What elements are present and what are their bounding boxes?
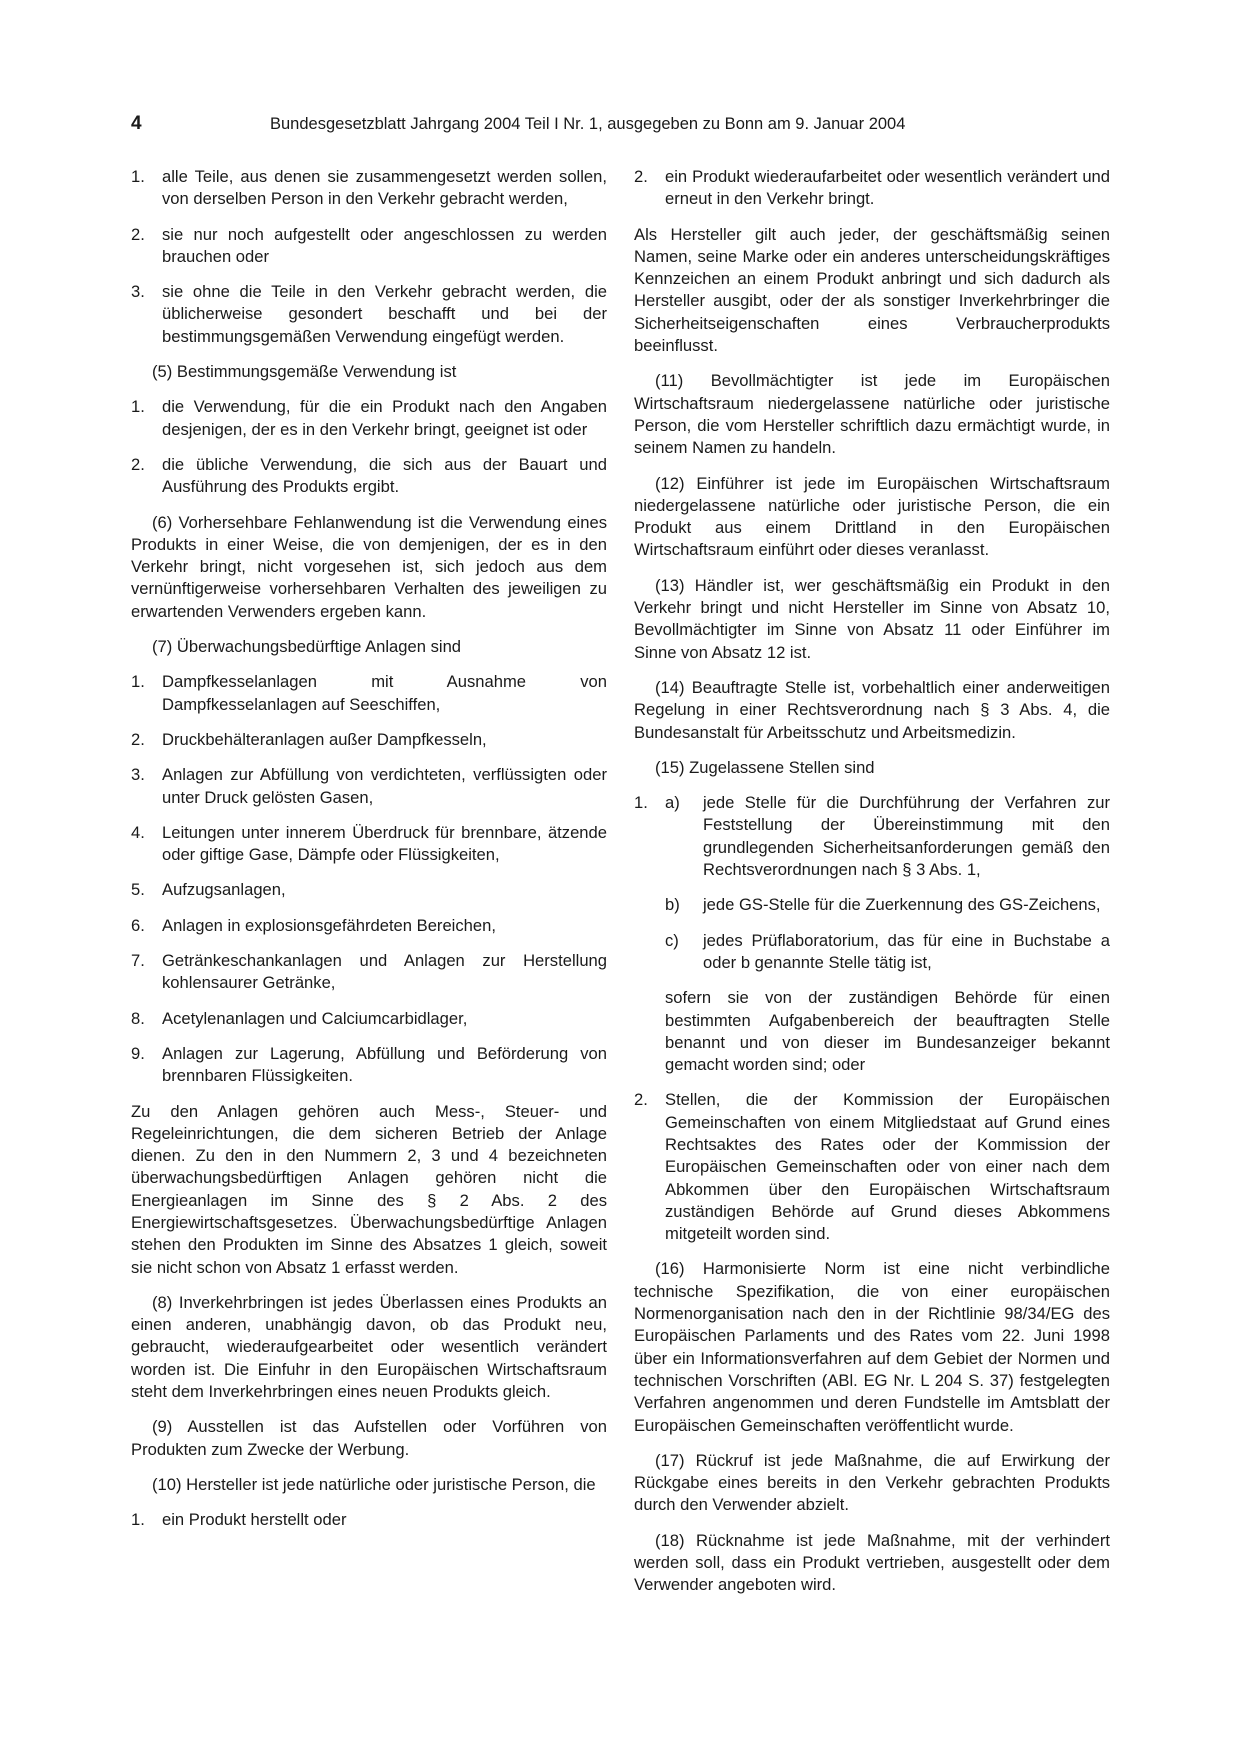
list-item [131,281,607,348]
paragraph-5-intro: (5) Bestimmungsgemäße Verwendung ist [152,362,457,382]
list-number: 2. [131,454,145,474]
list-text: Aufzugsanlagen, [162,880,286,900]
list-item [131,915,607,937]
list-15-1-tail: sofern sie von der zuständigen Behörde für einen bestimmten Aufgabenbereich der beauftragten Stelle benannt und von dieser im Bundesanzeiger bekannt gemacht worden sind; oder [665,988,1110,1075]
list-item [131,1008,607,1030]
page-header [131,113,1111,139]
page-number: 4 [131,113,142,134]
paragraph-9: (9) Ausstellen ist das Aufstellen oder Vorführen von Produkten zum Zwecke der Werbung. [131,1417,607,1459]
list-item [131,166,607,211]
running-head: Bundesgesetzblatt Jahrgang 2004 Teil I Nr. 1, ausgegeben zu Bonn am 9. Januar 2004 [270,115,906,133]
paragraph-10-tail: Als Hersteller gilt auch jeder, der geschäftsmäßig seinen Namen, seine Marke oder ein anderes unterscheidungskräftiges Kennzeichen an einem Produkt anbringt und sich dadurch als Hersteller ausgibt, oder der als sonstiger Inverkehrbringer die Sicherheitseigenschaften eines Verbraucherprodukts beeinflusst. [634,224,1110,356]
list-text: ein Produkt herstellt oder [162,1510,347,1530]
paragraph-17: (17) Rückruf ist jede Maßnahme, die auf Erwirkung der Rückgabe eines bereits in den Verkehr gebrachten Produkts durch den Verwender abzielt. [634,1450,1110,1515]
right-column [634,166,1110,1610]
list-item [131,224,607,269]
list-text: Leitungen unter innerem Überdruck für brennbare, ätzende oder giftige Gase, Dämpfe oder Flüssigkeiten, [162,822,607,865]
list-text: Anlagen in explosionsgefährdeten Bereichen, [162,915,496,935]
list-item [131,671,607,716]
list-letter: c) [665,930,679,950]
list-text: Dampfkesselanlagen mit Ausnahme von Dampfkesselanlagen auf Seeschiffen, [162,672,607,714]
list-number: 1. [131,397,145,417]
list-item [131,729,607,751]
list-number: 2. [131,224,145,244]
paragraph-14: (14) Beauftragte Stelle ist, vorbehaltlich einer anderweitigen Regelung in einer Rechtsverordnung nach § 3 Abs. 4, die Bundesanstalt für Arbeitsschutz und Arbeitsmedizin. [634,677,1110,742]
list-subitem [634,792,1110,881]
paragraph-6: (6) Vorhersehbare Fehlanwendung ist die Verwendung eines Produkts in einer Weise, die von demjenigen, der es in den Verkehr bringt, nicht vorgesehen ist, sich jedoch aus dem vernünftigerweise vorhersehbaren Verhalten des jeweiligen zu erwartenden Verwenders ergeben kann. [131,512,607,621]
list-text: die Verwendung, für die ein Produkt nach den Angaben desjenigen, der es in den Verkehr bringt, geeignet ist oder [162,397,607,439]
list-number: 7. [131,951,145,971]
list-number: 3. [131,765,145,785]
list-number: 2. [634,167,648,186]
paragraph-10-intro: (10) Hersteller ist jede natürliche oder juristische Person, die [152,1474,596,1494]
list-number: 1. [131,167,145,186]
list-number: 8. [131,1008,145,1028]
list-text: Druckbehälteranlagen außer Dampfkesseln, [162,729,487,749]
list-number: 6. [131,915,145,935]
list-text: Stellen, die der Kommission der Europäischen Gemeinschaften von einem Mitgliedstaat auf Grund eines Rechtsaktes des Rates oder der Kommission der Europäischen Gemeinschaften oder von einer nach dem Abkommen über den Europäischen Wirtschaftsraum zuständigen Behörde auf Grund dieses Abkommens mitgeteilt worden sind. [665,1090,1110,1244]
paragraph-11: (11) Bevollmächtigter ist jede im Europäischen Wirtschaftsraum niedergelassene natürliche oder juristische Person, die vom Hersteller schriftlich dazu ermächtigt wurde, in seinem Namen zu handeln. [634,371,1110,458]
paragraph-8: (8) Inverkehrbringen ist jedes Überlassen eines Produkts an einen anderen, unabhängig davon, ob das Produkt neu, gebraucht, wiederaufgearbeitet oder wesentlich verändert worden ist. Die Einfuhr in den Europäischen Wirtschaftsraum steht dem Inverkehrbringen eines neuen Produkts gleich. [131,1292,607,1402]
list-number: 2. [634,1090,648,1110]
list-text: jedes Prüflaboratorium, das für eine in Buchstabe a oder b genannte Stelle tätig ist, [703,930,1110,972]
list-text: Getränkeschankanlagen und Anlagen zur Herstellung kohlensaurer Getränke, [162,951,607,993]
list-text: Acetylenanlagen und Calciumcarbidlager, [162,1008,468,1028]
paragraph-18: (18) Rücknahme ist jede Maßnahme, mit der verhindert werden soll, dass ein Produkt vertrieben, ausgestellt oder dem Verwender angeboten wird. [634,1530,1110,1595]
list-text: sie ohne die Teile in den Verkehr gebracht werden, die üblicherweise gesondert beschafft und bei der bestimmungsgemäßen Verwendung eingefügt werden. [162,282,607,346]
list-text: jede GS-Stelle für die Zuerkennung des GS-Zeichens, [703,895,1101,915]
list-number: 1. [131,1510,145,1530]
list-number: 9. [131,1043,145,1063]
list-item [634,166,1110,211]
paragraph-16: (16) Harmonisierte Norm ist eine nicht verbindliche technische Spezifikation, die von einer europäischen Normenorganisation nach den in der Richtlinie 98/34/EG des Europäischen Parlaments und des Rates vom 22. Juni 1998 über ein Informationsverfahren auf dem Gebiet der Normen und technischen Vorschriften (ABl. EG Nr. L 204 S. 37) festgelegten Verfahren angenommen und deren Fundstelle im Amtsblatt der Europäischen Gemeinschaften veröffentlicht wurde. [634,1259,1110,1435]
left-column [131,166,607,1545]
list-number: 3. [131,282,145,302]
list-number: 1. [634,793,648,813]
list-item [131,1043,607,1088]
list-number: 5. [131,880,145,900]
list-item [131,454,607,499]
list-number: 2. [131,729,145,749]
list-text: die übliche Verwendung, die sich aus der Bauart und Ausführung des Produkts ergibt. [162,454,607,497]
list-letter: a) [665,793,680,813]
paragraph-7-tail: Zu den Anlagen gehören auch Mess-, Steuer- und Regeleinrichtungen, die dem sicheren Betrieb der Anlage dienen. Zu den in den Nummern 2, 3 und 4 bezeichneten überwachungsbedürftigen Anlagen gehören nicht die Energieanlagen im Sinne des § 2 Abs. 2 des Energiewirtschaftsgesetzes. Überwachungsbedürftige Anlagen stehen den Produkten im Sinne des Absatzes 1 gleich, soweit sie nicht schon von Absatz 1 erfasst werden. [131,1101,607,1277]
list-item [634,1089,1110,1245]
list-text: Anlagen zur Abfüllung von verdichteten, verflüssigten oder unter Druck gelösten Gasen, [162,765,607,807]
list-text: alle Teile, aus denen sie zusammengesetzt werden sollen, von derselben Person in den Verkehr gebracht werden, [162,167,607,209]
list-item [131,1509,607,1531]
list-item [131,879,607,901]
list-text: sie nur noch aufgestellt oder angeschlossen zu werden brauchen oder [162,224,607,266]
list-number: 1. [131,672,145,692]
list-subitem [634,894,1110,916]
list-text: Anlagen zur Lagerung, Abfüllung und Beförderung von brennbaren Flüssigkeiten. [162,1043,607,1086]
list-subitem [634,930,1110,975]
list-item [131,764,607,809]
paragraph-12: (12) Einführer ist jede im Europäischen Wirtschaftsraum niedergelassene natürliche oder juristische Person, die ein Produkt aus einem Drittland in den Europäischen Wirtschaftsraum einführt oder dieses veranlasst. [634,473,1110,560]
paragraph-7-intro: (7) Überwachungsbedürftige Anlagen sind [152,637,462,657]
list-text: jede Stelle für die Durchführung der Verfahren zur Feststellung der Übereinstimmung mit den grundlegenden Sicherheitsanforderungen gemäß den Rechtsverordnungen nach § 3 Abs. 1, [703,793,1110,880]
list-letter: b) [665,895,680,915]
paragraph-15-intro: (15) Zugelassene Stellen sind [655,757,875,777]
list-item [131,950,607,995]
list-text: ein Produkt wiederaufarbeitet oder wesentlich verändert und erneut in den Verkehr bringt. [665,167,1110,209]
list-number: 4. [131,822,145,842]
list-item [131,822,607,867]
paragraph-13: (13) Händler ist, wer geschäftsmäßig ein Produkt in den Verkehr bringt und nicht Hersteller im Sinne von Absatz 10, Bevollmächtigter im Sinne von Absatz 11 oder Einführer im Sinne von Absatz 12 ist. [634,575,1110,662]
list-item [131,396,607,441]
